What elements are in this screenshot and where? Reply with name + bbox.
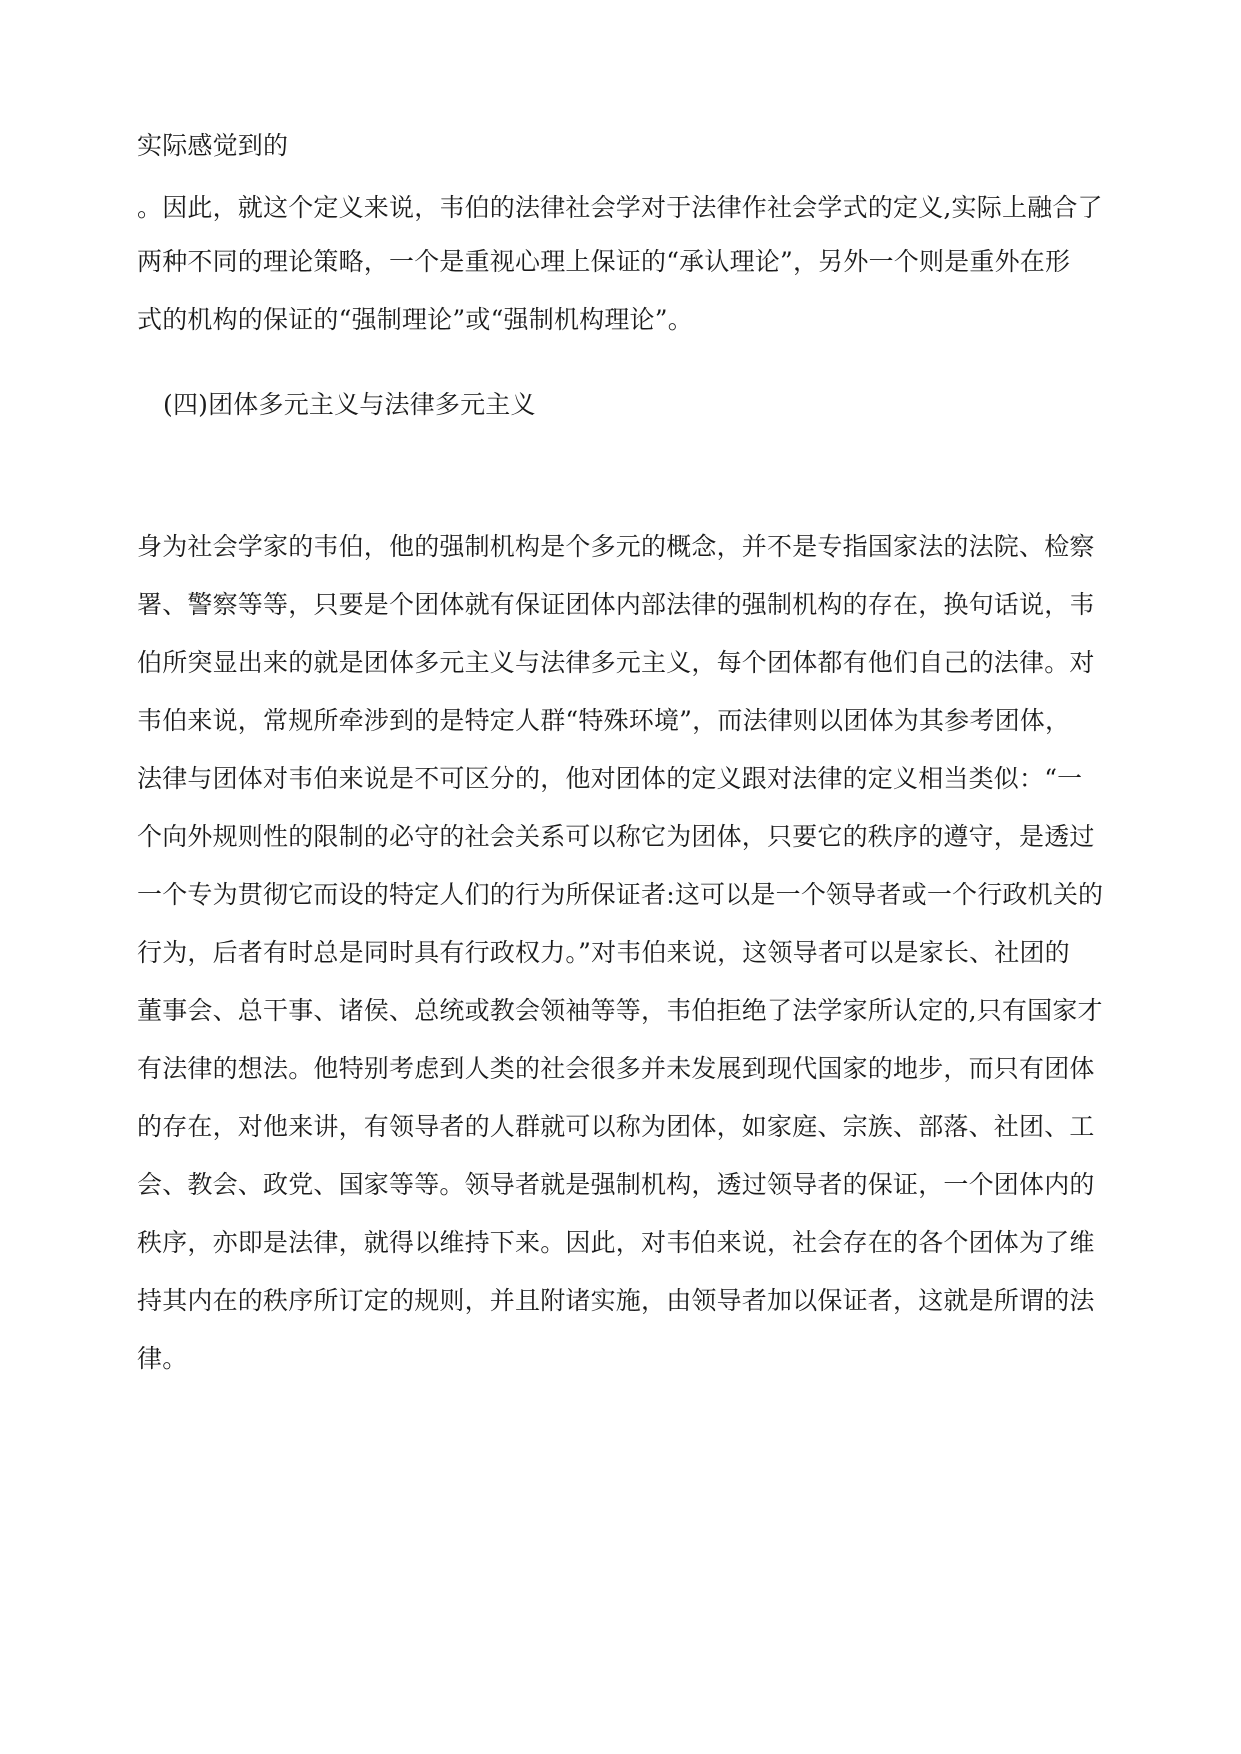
paragraph2-line-15: 律。 [137,1344,188,1373]
paragraph2-line-9: 董事会、总干事、诸侯、总统或教会领袖等等，韦伯拒绝了法学家所认定的,只有国家才 [137,996,1103,1025]
paragraph2-line-11: 的存在，对他来讲，有领导者的人群就可以称为团体，如家庭、宗族、部落、社团、工 [137,1112,1095,1141]
section-heading: (四)团体多元主义与法律多元主义 [163,390,536,419]
paragraph2-line-3: 伯所突显出来的就是团体多元主义与法律多元主义，每个团体都有他们自己的法律。对 [137,648,1095,677]
paragraph2-line-2: 署、警察等等，只要是个团体就有保证团体内部法律的强制机构的存在，换句话说，韦 [137,590,1095,619]
text-line-fragment: 实际感觉到的 [137,131,289,160]
paragraph2-line-12: 会、教会、政党、国家等等。领导者就是强制机构，透过领导者的保证，一个团体内的 [137,1170,1095,1199]
paragraph2-line-10: 有法律的想法。他特别考虑到人类的社会很多并未发展到现代国家的地步，而只有团体 [137,1054,1095,1083]
paragraph2-line-4: 韦伯来说，常规所牵涉到的是特定人群“特殊环境”，而法律则以团体为其参考团体， [137,706,1071,735]
paragraph2-line-5: 法律与团体对韦伯来说是不可区分的，他对团体的定义跟对法律的定义相当类似：“一 [137,764,1083,793]
paragraph1-line-3: 式的机构的保证的“强制理论”或“强制机构理论”。 [137,305,693,334]
paragraph1-line-2: 两种不同的理论策略，一个是重视心理上保证的“承认理论”，另外一个则是重外在形 [137,247,1071,276]
paragraph2-line-6: 个向外规则性的限制的必守的社会关系可以称它为团体，只要它的秩序的遵守，是透过 [137,822,1095,851]
paragraph2-line-7: 一个专为贯彻它而设的特定人们的行为所保证者:这可以是一个领导者或一个行政机关的 [137,880,1104,909]
paragraph2-line-8: 行为，后者有时总是同时具有行政权力。”对韦伯来说，这领导者可以是家长、社团的 [137,938,1070,967]
paragraph2-line-1: 身为社会学家的韦伯，他的强制机构是个多元的概念，并不是专指国家法的法院、检察 [137,532,1095,561]
paragraph2-line-14: 持其内在的秩序所订定的规则，并且附诸实施，由领导者加以保证者，这就是所谓的法 [137,1286,1095,1315]
paragraph2-line-13: 秩序，亦即是法律，就得以维持下来。因此，对韦伯来说，社会存在的各个团体为了维 [137,1228,1095,1257]
paragraph1-line-1: 。因此，就这个定义来说，韦伯的法律社会学对于法律作社会学式的定义,实际上融合了 [137,193,1103,222]
